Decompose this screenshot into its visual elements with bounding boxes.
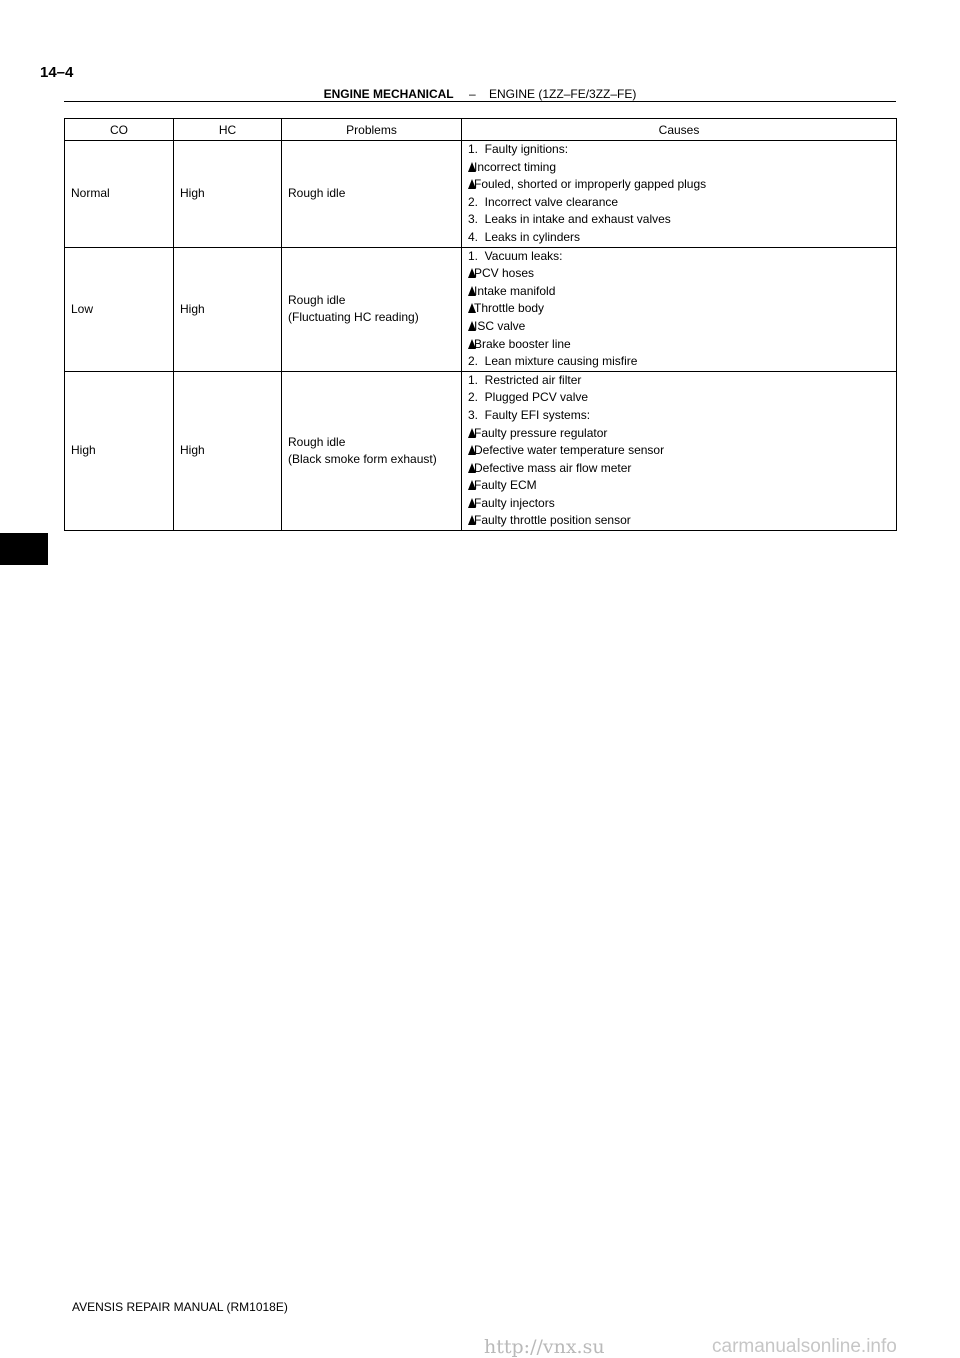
header-separator: – (468, 87, 476, 101)
cause-text: Defective mass air flow meter (474, 460, 632, 475)
cause-numbered-item (468, 211, 890, 229)
cause-text: Brake booster line (474, 336, 571, 351)
cell-co: Low (65, 247, 174, 371)
cause-text: 2. Incorrect valve clearance (468, 194, 619, 209)
table-row (65, 141, 897, 248)
diagnosis-table (64, 118, 897, 531)
cause-numbered-item (468, 141, 890, 159)
problem-line: Rough idle (288, 293, 346, 308)
cause-text: 2. Lean mixture causing misfire (468, 354, 638, 369)
problem-line: (Fluctuating HC reading) (288, 310, 419, 325)
cause-text: Fouled, shorted or improperly gapped plugs (474, 177, 707, 192)
column-header-hc: HC (174, 119, 282, 141)
cause-bullet-item (468, 159, 890, 177)
cause-numbered-item (468, 372, 890, 390)
cause-numbered-item (468, 229, 890, 247)
problem-line: Rough idle (288, 186, 346, 201)
cause-text: Intake manifold (474, 283, 556, 298)
cell-hc: High (174, 371, 282, 530)
page-number: 14–4 (40, 64, 74, 81)
cause-bullet-item (468, 460, 890, 478)
table-row (65, 247, 897, 371)
table-row (65, 371, 897, 530)
cause-text: 1. Restricted air filter (468, 372, 582, 387)
cell-causes (462, 371, 897, 530)
footer-manual-title: AVENSIS REPAIR MANUAL (RM1018E) (72, 1300, 288, 1314)
cause-numbered-item (468, 407, 890, 425)
cause-bullet-item (468, 265, 890, 283)
subsection-title: ENGINE (1ZZ–FE/3ZZ–FE) (489, 87, 637, 101)
column-header-problems: Problems (282, 119, 462, 141)
cell-problems (282, 247, 462, 371)
cause-text: 4. Leaks in cylinders (468, 229, 581, 244)
table-header-row (65, 119, 897, 141)
cause-bullet-item (468, 442, 890, 460)
cause-bullet-item (468, 176, 890, 194)
table-body (65, 141, 897, 531)
footer-link[interactable]: http://vnx.su (484, 1336, 605, 1358)
cause-bullet-item (468, 283, 890, 301)
problem-line: Rough idle (288, 434, 346, 449)
cause-text: 1. Vacuum leaks: (468, 248, 563, 263)
cause-text: 3. Faulty EFI systems: (468, 407, 591, 422)
cause-bullet-item (468, 512, 890, 530)
cell-causes (462, 141, 897, 248)
cause-bullet-item (468, 336, 890, 354)
header-rule (64, 101, 896, 102)
cause-text: Faulty throttle position sensor (474, 513, 631, 528)
cause-text: PCV hoses (474, 266, 535, 281)
cause-bullet-item (468, 300, 890, 318)
cell-problems (282, 371, 462, 530)
section-side-tab (0, 533, 48, 565)
cell-co: High (65, 371, 174, 530)
cause-text: ISC valve (474, 318, 526, 333)
cause-bullet-item (468, 318, 890, 336)
cause-text: 3. Leaks in intake and exhaust valves (468, 212, 671, 227)
cause-text: Faulty ECM (474, 478, 537, 493)
cause-text: 1. Faulty ignitions: (468, 142, 569, 156)
cause-text: Faulty injectors (474, 495, 555, 510)
section-title: ENGINE MECHANICAL (323, 87, 454, 101)
cause-text: 2. Plugged PCV valve (468, 390, 589, 405)
cause-text: Incorrect timing (474, 159, 557, 174)
cause-text: Faulty pressure regulator (474, 425, 608, 440)
column-header-causes: Causes (462, 119, 897, 141)
footer-watermark: carmanualsonline.info (712, 1336, 897, 1357)
cell-problems (282, 141, 462, 248)
problem-line: (Black smoke form exhaust) (288, 451, 437, 466)
cause-text: Defective water temperature sensor (474, 443, 665, 458)
cause-text: Throttle body (474, 301, 545, 316)
cause-bullet-item (468, 495, 890, 513)
header-title (0, 87, 960, 101)
cell-co: Normal (65, 141, 174, 248)
cause-bullet-item (468, 477, 890, 495)
cause-numbered-item (468, 248, 890, 266)
cause-numbered-item (468, 353, 890, 371)
cell-causes (462, 247, 897, 371)
cell-hc: High (174, 141, 282, 248)
cause-numbered-item (468, 194, 890, 212)
cause-bullet-item (468, 425, 890, 443)
column-header-co: CO (65, 119, 174, 141)
cell-hc: High (174, 247, 282, 371)
cause-numbered-item (468, 389, 890, 407)
